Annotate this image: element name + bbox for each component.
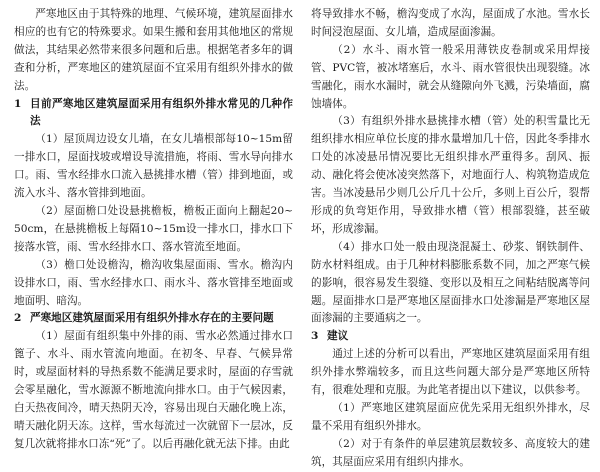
section-2-item-1: （1）屋面有组织集中外排的雨、雪水必然通过排水口篦子、水斗、雨水管流向地面。在初冬、早春、气候异常时，或屋面材料的导热系数不能满足要求时，屋面的存雪就会零星融化，雪水源源不断地流向排水口。由于气候因素，白天热夜间冷，晴天热阴天冷，容易出现白天融化晚上冻，晴天融化阴天冻。这样，雪水每流过一次就留下一层冰，反复几次就将排水口冻“死”了。以后再融化就无法下排。由此	[14, 330, 293, 450]
section-1-item-3: （3）檐口处设檐沟，檐沟收集屋面雨、雪水。檐沟内设排水口，雨、雪水经排水口、雨水斗、落水管排至地面或地面明、暗沟。	[14, 258, 293, 307]
section-3-heading	[311, 328, 590, 346]
left-column	[14, 6, 293, 450]
section-3-title: 建议	[327, 330, 349, 343]
section-2-item-3: （3）有组织外排水悬挑排水槽（管）处的积雪量比无组织排水相应单位长度的排水量增加几十倍，因此冬季排水口处的冰凌悬吊情况要比无组织排水严重得多。刮风、振动、融化将会使冰凌突然落下，对地面行人、构筑物造成危害。当冰凌悬吊少则几公斤几十公斤，多则上百公斤，裂帮形成的负弯矩作用，导致排水槽（管）根部裂缝，甚至破坏，形成渗漏。	[311, 115, 590, 235]
section-1-number: 1	[14, 97, 22, 110]
section-2-item-2: （2）水斗、雨水管一般采用薄铁皮卷制或采用焊接管、PVC管，被冰堵塞后，水斗、雨水管很快出现裂缝。冰雪融化，雨水水漏时，就会从缝隙向外飞溅，污染墙面，腐蚀墙体。	[311, 43, 590, 110]
section-3-item-2: （2）对于有条件的单层建筑层数较多、高度较大的建筑，其屋面应采用有组织内排水。	[311, 437, 590, 468]
section-3-intro: 通过上述的分析可以看出，严寒地区建筑屋面采用有组织外排水弊端较多，而且这些问题大部分是严寒地区所特有，很难处理和克服。为此笔者提出以下建议，以供参考。	[311, 348, 590, 397]
right-column	[311, 6, 590, 468]
section-2-item-4: （4）排水口处一般由现浇混凝土、砂浆、钢铁制件、防水材料组成。由于几种材料膨胀系数不同，加之严寒气候的影响，很容易发生裂缝、变形以及相互之间粘结脱离等问题。屋面排水口是严寒地区屋面排水口处渗漏是严寒地区屋面渗漏的主要通病之一。	[311, 240, 590, 325]
section-1-item-1: （1）屋顶周边设女儿墙，在女儿墙根部每10~15m留一排水口，屋面找坡或增设导流措施，将雨、雪水导向排水口。雨、雪水经排水口流入悬挑排水槽（管）排到地面，或流入水斗、落水管排到地面。	[14, 133, 293, 200]
section-3-number: 3	[311, 330, 319, 343]
section-1-title: 目前严寒地区建筑屋面采用有组织外排水常见的几种作法	[30, 97, 293, 128]
intro-paragraph: 严寒地区由于其特殊的地理、气候环境，建筑屋面排水相应的也有它的特殊要求。如果生搬和套用其他地区的常规做法，其结果必然带来很多问题和后患。根据笔者多年的调查和分析，严寒地区的建筑屋面不宜采用有组织外排水的做法。	[14, 8, 293, 92]
section-1-item-2: （2）屋面檐口处设悬挑檐板，檐板正面向上翻起20~50cm，在悬挑檐板上每隔10~15m设一排水口，排水口下接落水管，雨、雪水经排水口、落水管流至地面。	[14, 204, 293, 253]
section-2-item-1-continued: 将导致排水不畅，檐沟变成了水沟，屋面成了水池。雪水长时间浸泡屋面、女儿墙，造成屋面渗漏。	[311, 8, 590, 38]
section-1-heading	[14, 96, 293, 132]
section-3-item-1: （1）严寒地区建筑屋面应优先采用无组织外排水，尽量不采用有组织外排水。	[311, 401, 590, 432]
section-2-number: 2	[14, 312, 22, 325]
section-2-heading	[14, 310, 293, 328]
section-2-title: 严寒地区建筑屋面采用有组织外排水存在的主要问题	[30, 312, 274, 325]
